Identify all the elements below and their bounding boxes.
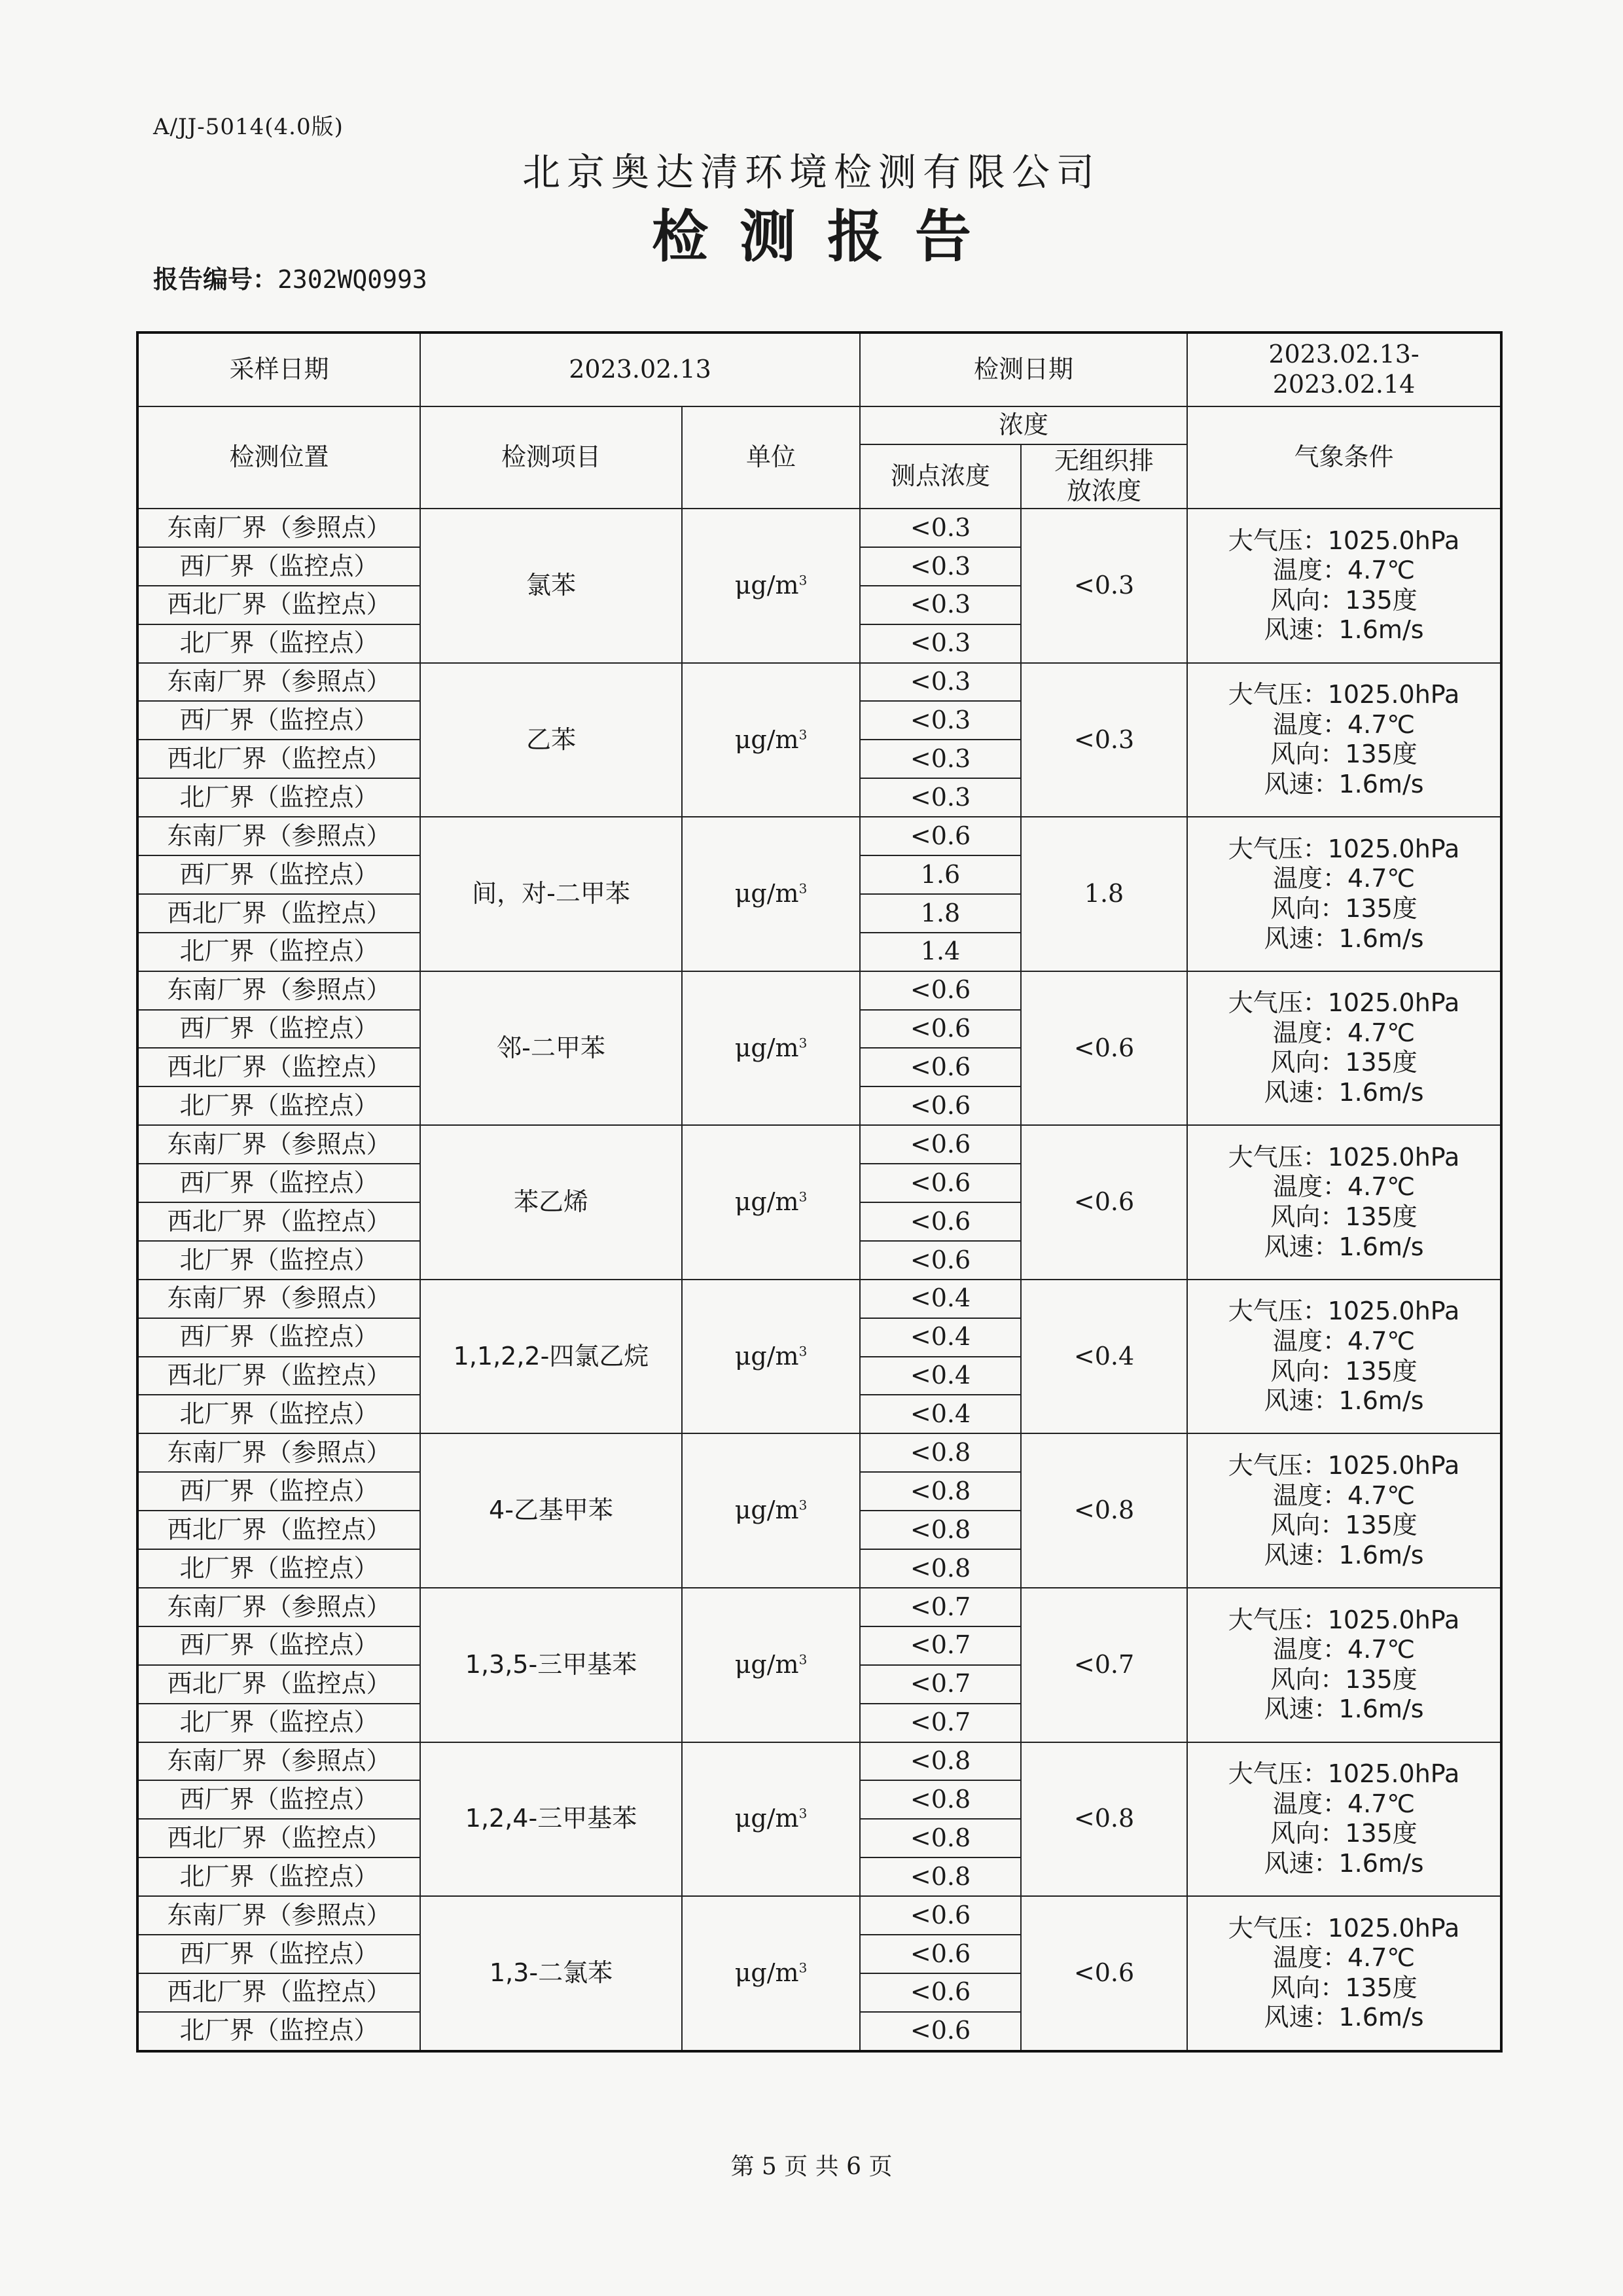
- weather-pressure: 大气压：1025.0hPa: [1228, 1450, 1460, 1480]
- unit-cell: [682, 1588, 860, 1742]
- location-cell: 西北厂界（监控点）: [137, 1511, 420, 1549]
- location-cell: 西北厂界（监控点）: [137, 1665, 420, 1704]
- point-concentration-cell: <0.8: [860, 1742, 1021, 1781]
- location-cell: 东南厂界（参照点）: [137, 971, 420, 1010]
- point-concentration-cell: <0.8: [860, 1857, 1021, 1896]
- col-concentration-header: 浓度: [860, 406, 1187, 444]
- weather-wind-dir: 风向：135度: [1270, 1048, 1418, 1077]
- col-fugitive-line2: 放浓度: [1067, 476, 1142, 505]
- weather-wind-speed: 风速：1.6m/s: [1264, 1232, 1424, 1261]
- table-row: [137, 663, 1501, 702]
- weather-cell: [1187, 1433, 1501, 1588]
- location-cell: 西厂界（监控点）: [137, 701, 420, 740]
- unit-cell: [682, 663, 860, 817]
- unit-cell: [682, 509, 860, 663]
- point-concentration-cell: <0.8: [860, 1472, 1021, 1511]
- unit-superscript: 3: [798, 1805, 808, 1821]
- unit-text: μg/m: [734, 725, 799, 754]
- weather-temperature: 温度：4.7℃: [1272, 556, 1416, 585]
- unit-cell: [682, 971, 860, 1126]
- fugitive-concentration-cell: <0.6: [1021, 1896, 1187, 2051]
- unit-text: μg/m: [734, 1958, 799, 1988]
- weather-pressure: 大气压：1025.0hPa: [1228, 1759, 1460, 1789]
- point-concentration-cell: <0.6: [860, 1086, 1021, 1125]
- location-cell: 西厂界（监控点）: [137, 1318, 420, 1357]
- point-concentration-cell: <0.6: [860, 1010, 1021, 1049]
- location-cell: 北厂界（监控点）: [137, 778, 420, 817]
- date-row: [137, 332, 1501, 406]
- location-cell: 北厂界（监控点）: [137, 933, 420, 971]
- weather-temperature: 温度：4.7℃: [1272, 1789, 1416, 1818]
- table-row: [137, 1125, 1501, 1164]
- fugitive-concentration-cell: <0.7: [1021, 1588, 1187, 1742]
- weather-wind-dir: 风向：135度: [1270, 740, 1418, 769]
- weather-wind-speed: 风速：1.6m/s: [1264, 769, 1424, 798]
- unit-superscript: 3: [798, 1497, 808, 1513]
- location-cell: 西北厂界（监控点）: [137, 1357, 420, 1395]
- unit-superscript: 3: [798, 880, 808, 897]
- location-cell: 西厂界（监控点）: [137, 1010, 420, 1049]
- weather-pressure: 大气压：1025.0hPa: [1228, 680, 1460, 709]
- unit-superscript: 3: [798, 1035, 808, 1051]
- point-concentration-cell: 1.8: [860, 894, 1021, 933]
- unit-text: μg/m: [734, 879, 799, 908]
- fugitive-concentration-cell: <0.3: [1021, 509, 1187, 663]
- weather-wind-dir: 风向：135度: [1270, 1973, 1418, 2002]
- location-cell: 西厂界（监控点）: [137, 1780, 420, 1819]
- col-unit-header: 单位: [682, 406, 860, 509]
- fugitive-concentration-cell: <0.8: [1021, 1433, 1187, 1588]
- col-location-header: 检测位置: [137, 406, 420, 509]
- unit-superscript: 3: [798, 1960, 808, 1976]
- unit-superscript: 3: [798, 1189, 808, 1205]
- company-name: 北京奥达清环境检测有限公司: [522, 150, 1101, 194]
- weather-cell: [1187, 1588, 1501, 1742]
- unit-cell: [682, 1742, 860, 1897]
- weather-wind-dir: 风向：135度: [1270, 893, 1418, 923]
- fugitive-concentration-cell: <0.6: [1021, 1125, 1187, 1280]
- point-concentration-cell: <0.6: [860, 1048, 1021, 1086]
- point-concentration-cell: <0.4: [860, 1395, 1021, 1433]
- location-cell: 东南厂界（参照点）: [137, 1896, 420, 1935]
- report-number-label: 报告编号：: [153, 265, 278, 294]
- header-row-1: [137, 406, 1501, 444]
- location-cell: 西北厂界（监控点）: [137, 1048, 420, 1086]
- test-date-end: 2023.02.14: [1272, 370, 1416, 399]
- unit-cell: [682, 817, 860, 971]
- location-cell: 北厂界（监控点）: [137, 1549, 420, 1588]
- point-concentration-cell: <0.6: [860, 2012, 1021, 2051]
- point-concentration-cell: <0.6: [860, 1202, 1021, 1241]
- location-cell: 西北厂界（监控点）: [137, 586, 420, 624]
- weather-wind-dir: 风向：135度: [1270, 1356, 1418, 1386]
- location-cell: 西厂界（监控点）: [137, 1164, 420, 1202]
- location-cell: 北厂界（监控点）: [137, 2012, 420, 2051]
- item-cell: 间，对-二甲苯: [420, 817, 682, 971]
- unit-text: μg/m: [734, 1649, 799, 1679]
- point-concentration-cell: <0.3: [860, 624, 1021, 663]
- fugitive-concentration-cell: 1.8: [1021, 817, 1187, 971]
- unit-superscript: 3: [798, 1343, 808, 1359]
- location-cell: 西北厂界（监控点）: [137, 1973, 420, 2012]
- point-concentration-cell: <0.3: [860, 701, 1021, 740]
- point-concentration-cell: <0.8: [860, 1433, 1021, 1472]
- weather-temperature: 温度：4.7℃: [1272, 864, 1416, 893]
- weather-cell: [1187, 509, 1501, 663]
- point-concentration-cell: <0.6: [860, 817, 1021, 855]
- weather-cell: [1187, 1896, 1501, 2051]
- table-row: [137, 817, 1501, 855]
- weather-wind-speed: 风速：1.6m/s: [1264, 924, 1424, 953]
- location-cell: 东南厂界（参照点）: [137, 1588, 420, 1626]
- unit-text: μg/m: [734, 1804, 799, 1833]
- weather-temperature: 温度：4.7℃: [1272, 1635, 1416, 1664]
- test-date-label: 检测日期: [860, 332, 1187, 406]
- item-cell: 邻-二甲苯: [420, 971, 682, 1126]
- col-item-header: 检测项目: [420, 406, 682, 509]
- col-fugitive-header: [1021, 444, 1187, 509]
- weather-wind-speed: 风速：1.6m/s: [1264, 1848, 1424, 1878]
- unit-text: μg/m: [734, 1187, 799, 1217]
- location-cell: 西厂界（监控点）: [137, 1472, 420, 1511]
- weather-wind-dir: 风向：135度: [1270, 1664, 1418, 1694]
- weather-pressure: 大气压：1025.0hPa: [1228, 1605, 1460, 1634]
- point-concentration-cell: <0.8: [860, 1780, 1021, 1819]
- col-weather-header: 气象条件: [1187, 406, 1501, 509]
- location-cell: 北厂界（监控点）: [137, 1704, 420, 1742]
- report-title: 检测报告: [652, 204, 1003, 270]
- item-cell: 氯苯: [420, 509, 682, 663]
- unit-superscript: 3: [798, 1651, 808, 1668]
- location-cell: 西厂界（监控点）: [137, 1935, 420, 1973]
- page-footer: 第 5 页 共 6 页: [730, 2153, 893, 2180]
- results-table: [136, 331, 1503, 2053]
- location-cell: 西北厂界（监控点）: [137, 894, 420, 933]
- weather-pressure: 大气压：1025.0hPa: [1228, 1297, 1460, 1326]
- item-cell: 苯乙烯: [420, 1125, 682, 1280]
- test-date-value: [1187, 332, 1501, 406]
- item-cell: 4-乙基甲苯: [420, 1433, 682, 1588]
- weather-cell: [1187, 971, 1501, 1126]
- weather-wind-speed: 风速：1.6m/s: [1264, 1540, 1424, 1570]
- item-cell: 1,3,5-三甲基苯: [420, 1588, 682, 1742]
- point-concentration-cell: <0.7: [860, 1665, 1021, 1704]
- point-concentration-cell: <0.8: [860, 1819, 1021, 1857]
- point-concentration-cell: <0.6: [860, 1164, 1021, 1202]
- location-cell: 北厂界（监控点）: [137, 624, 420, 663]
- sampling-date-value: 2023.02.13: [420, 332, 860, 406]
- point-concentration-cell: <0.3: [860, 663, 1021, 702]
- weather-pressure: 大气压：1025.0hPa: [1228, 988, 1460, 1018]
- point-concentration-cell: <0.4: [860, 1318, 1021, 1357]
- fugitive-concentration-cell: <0.8: [1021, 1742, 1187, 1897]
- test-date-start: 2023.02.13-: [1268, 340, 1419, 369]
- weather-pressure: 大气压：1025.0hPa: [1228, 1913, 1460, 1943]
- location-cell: 北厂界（监控点）: [137, 1857, 420, 1896]
- weather-wind-dir: 风向：135度: [1270, 1202, 1418, 1232]
- table-row: [137, 1433, 1501, 1472]
- location-cell: 西厂界（监控点）: [137, 855, 420, 894]
- unit-text: μg/m: [734, 1341, 799, 1371]
- point-concentration-cell: <0.4: [860, 1357, 1021, 1395]
- unit-text: μg/m: [734, 1496, 799, 1525]
- location-cell: 东南厂界（参照点）: [137, 1433, 420, 1472]
- point-concentration-cell: <0.7: [860, 1626, 1021, 1665]
- weather-cell: [1187, 1125, 1501, 1280]
- table-row: [137, 1588, 1501, 1626]
- sampling-date-label: 采样日期: [137, 332, 420, 406]
- unit-superscript: 3: [798, 572, 808, 588]
- location-cell: 西厂界（监控点）: [137, 1626, 420, 1665]
- location-cell: 西北厂界（监控点）: [137, 740, 420, 778]
- weather-temperature: 温度：4.7℃: [1272, 1018, 1416, 1047]
- point-concentration-cell: <0.3: [860, 740, 1021, 778]
- unit-text: μg/m: [734, 570, 799, 600]
- unit-cell: [682, 1125, 860, 1280]
- weather-temperature: 温度：4.7℃: [1272, 709, 1416, 739]
- weather-wind-dir: 风向：135度: [1270, 585, 1418, 615]
- point-concentration-cell: <0.6: [860, 1125, 1021, 1164]
- table-row: [137, 1280, 1501, 1318]
- item-cell: 乙苯: [420, 663, 682, 817]
- unit-cell: [682, 1433, 860, 1588]
- unit-cell: [682, 1280, 860, 1434]
- col-fugitive-line1: 无组织排: [1054, 446, 1154, 476]
- fugitive-concentration-cell: <0.4: [1021, 1280, 1187, 1434]
- location-cell: 西厂界（监控点）: [137, 547, 420, 586]
- location-cell: 东南厂界（参照点）: [137, 1125, 420, 1164]
- weather-wind-speed: 风速：1.6m/s: [1264, 1386, 1424, 1416]
- location-cell: 西北厂界（监控点）: [137, 1202, 420, 1241]
- location-cell: 北厂界（监控点）: [137, 1241, 420, 1280]
- weather-wind-dir: 风向：135度: [1270, 1819, 1418, 1848]
- point-concentration-cell: <0.3: [860, 547, 1021, 586]
- location-cell: 北厂界（监控点）: [137, 1086, 420, 1125]
- report-number-value: 2302WQ0993: [277, 265, 427, 294]
- location-cell: 东南厂界（参照点）: [137, 509, 420, 547]
- table-row: [137, 509, 1501, 547]
- weather-wind-speed: 风速：1.6m/s: [1264, 615, 1424, 645]
- location-cell: 东南厂界（参照点）: [137, 817, 420, 855]
- point-concentration-cell: <0.3: [860, 586, 1021, 624]
- point-concentration-cell: <0.3: [860, 509, 1021, 547]
- point-concentration-cell: <0.6: [860, 1935, 1021, 1973]
- weather-wind-speed: 风速：1.6m/s: [1264, 1078, 1424, 1107]
- point-concentration-cell: <0.8: [860, 1511, 1021, 1549]
- point-concentration-cell: <0.3: [860, 778, 1021, 817]
- point-concentration-cell: <0.7: [860, 1704, 1021, 1742]
- item-cell: 1,3-二氯苯: [420, 1896, 682, 2051]
- weather-temperature: 温度：4.7℃: [1272, 1480, 1416, 1510]
- weather-cell: [1187, 1280, 1501, 1434]
- weather-cell: [1187, 817, 1501, 971]
- item-cell: 1,2,4-三甲基苯: [420, 1742, 682, 1897]
- point-concentration-cell: <0.4: [860, 1280, 1021, 1318]
- weather-wind-speed: 风速：1.6m/s: [1264, 2003, 1424, 2032]
- point-concentration-cell: <0.6: [860, 971, 1021, 1010]
- point-concentration-cell: <0.6: [860, 1241, 1021, 1280]
- weather-pressure: 大气压：1025.0hPa: [1228, 834, 1460, 863]
- point-concentration-cell: 1.4: [860, 933, 1021, 971]
- table-row: [137, 971, 1501, 1010]
- weather-wind-dir: 风向：135度: [1270, 1511, 1418, 1540]
- location-cell: 北厂界（监控点）: [137, 1395, 420, 1433]
- weather-pressure: 大气压：1025.0hPa: [1228, 526, 1460, 555]
- form-code: A/JJ-5014(4.0版): [153, 114, 344, 140]
- point-concentration-cell: <0.7: [860, 1588, 1021, 1626]
- weather-wind-speed: 风速：1.6m/s: [1264, 1695, 1424, 1724]
- fugitive-concentration-cell: <0.3: [1021, 663, 1187, 817]
- location-cell: 东南厂界（参照点）: [137, 1742, 420, 1781]
- location-cell: 东南厂界（参照点）: [137, 663, 420, 702]
- table-row: [137, 1896, 1501, 1935]
- unit-text: μg/m: [734, 1033, 799, 1062]
- unit-superscript: 3: [798, 726, 808, 742]
- col-point-conc-header: 测点浓度: [860, 444, 1021, 509]
- point-concentration-cell: <0.6: [860, 1973, 1021, 2012]
- unit-cell: [682, 1896, 860, 2051]
- point-concentration-cell: <0.6: [860, 1896, 1021, 1935]
- weather-pressure: 大气压：1025.0hPa: [1228, 1142, 1460, 1172]
- item-cell: 1,1,2,2-四氯乙烷: [420, 1280, 682, 1434]
- point-concentration-cell: <0.8: [860, 1549, 1021, 1588]
- table-row: [137, 1742, 1501, 1781]
- point-concentration-cell: 1.6: [860, 855, 1021, 894]
- location-cell: 西北厂界（监控点）: [137, 1819, 420, 1857]
- weather-temperature: 温度：4.7℃: [1272, 1943, 1416, 1973]
- weather-temperature: 温度：4.7℃: [1272, 1327, 1416, 1355]
- report-number: [153, 259, 427, 295]
- weather-temperature: 温度：4.7℃: [1272, 1172, 1416, 1202]
- weather-cell: [1187, 1742, 1501, 1897]
- weather-cell: [1187, 663, 1501, 817]
- location-cell: 东南厂界（参照点）: [137, 1280, 420, 1318]
- fugitive-concentration-cell: <0.6: [1021, 971, 1187, 1126]
